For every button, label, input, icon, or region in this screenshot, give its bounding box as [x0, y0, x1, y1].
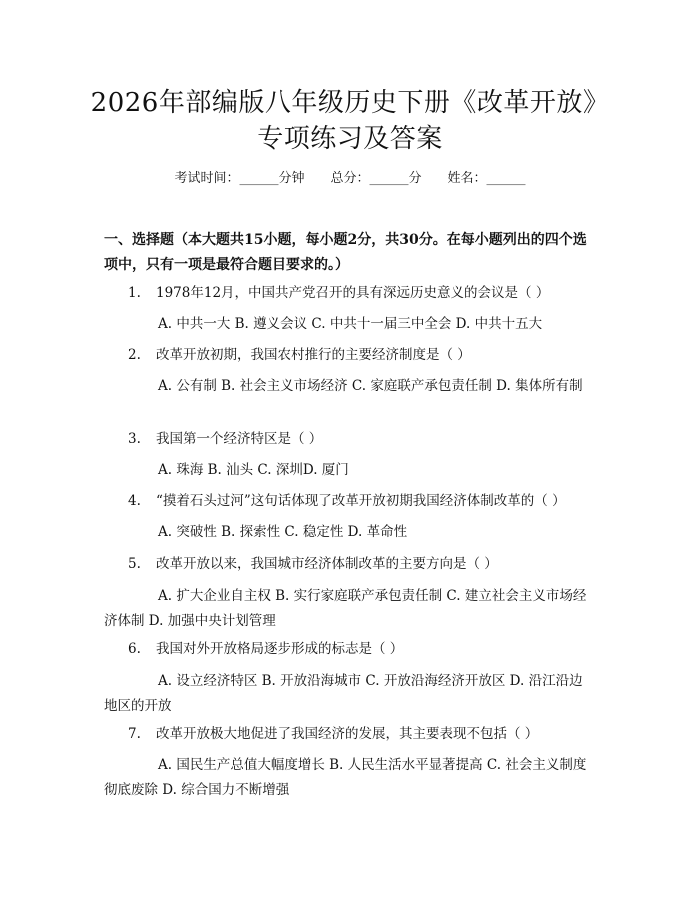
question-stem	[104, 281, 594, 305]
question-number: 5.	[128, 556, 141, 572]
question-stem	[104, 427, 594, 451]
question-number: 4.	[128, 493, 141, 509]
question-options: A. 国民生产总值大幅度增长 B. 人民生活水平显著提高 C. 社会主义制度彻底废除 D. 综合国力不断增强	[104, 757, 587, 798]
exam-time-label: 考试时间：______分钟	[174, 171, 305, 186]
question-options: A. 扩大企业自主权 B. 实行家庭联产承包责任制 C. 建立社会主义市场经济体制 D. 加强中央计划管理	[104, 588, 587, 629]
question-stem	[104, 489, 594, 513]
question-text: “摸着石头过河”这句话体现了改革开放初期我国经济体制改革的（ ）	[156, 493, 566, 509]
question-number: 3.	[128, 431, 141, 447]
question-number: 7.	[128, 726, 141, 742]
question-options: A. 设立经济特区 B. 开放沿海城市 C. 开放沿海经济开放区 D. 沿江沿边地区的开放	[104, 673, 583, 714]
question-number: 2.	[128, 347, 141, 363]
question-options: A. 公有制 B. 社会主义市场经济 C. 家庭联产承包责任制 D. 集体所有制	[158, 378, 583, 394]
question-text: 我国对外开放格局逐步形成的标志是（ ）	[156, 641, 404, 657]
exam-meta	[0, 170, 700, 188]
question-text: 改革开放初期，我国农村推行的主要经济制度是（ ）	[156, 347, 471, 363]
question-number: 1.	[128, 285, 141, 301]
question-stem	[104, 552, 594, 576]
doc-title-line1: 2026年部编版八年级历史下册《改革开放》	[90, 88, 610, 118]
question-options: A. 中共一大 B. 遵义会议 C. 中共十一届三中全会 D. 中共十五大	[158, 316, 543, 332]
student-name-label: 姓名：______	[447, 171, 526, 186]
section-heading: 一、选择题（本大题共15小题，每小题2分，共30分。在每小题列出的四个选项中，只有一项是最符合题目要求的。）	[104, 232, 587, 273]
question-text: 改革开放极大地促进了我国经济的发展，其主要表现不包括（ ）	[156, 726, 539, 742]
question-options: A. 珠海 B. 汕头 C. 深圳D. 厦门	[158, 462, 349, 478]
doc-title-line2: 专项练习及答案	[257, 124, 443, 154]
total-score-label: 总分：______分	[330, 171, 422, 186]
question-text: 1978年12月，中国共产党召开的具有深远历史意义的会议是（ ）	[156, 285, 550, 301]
question-stem	[104, 343, 594, 367]
question-number: 6.	[128, 641, 141, 657]
question-text: 改革开放以来，我国城市经济体制改革的主要方向是（ ）	[156, 556, 498, 572]
question-options: A. 突破性 B. 探索性 C. 稳定性 D. 革命性	[158, 524, 408, 540]
question-stem	[104, 637, 594, 661]
question-text: 我国第一个经济特区是（ ）	[156, 431, 323, 447]
question-stem	[104, 722, 594, 746]
